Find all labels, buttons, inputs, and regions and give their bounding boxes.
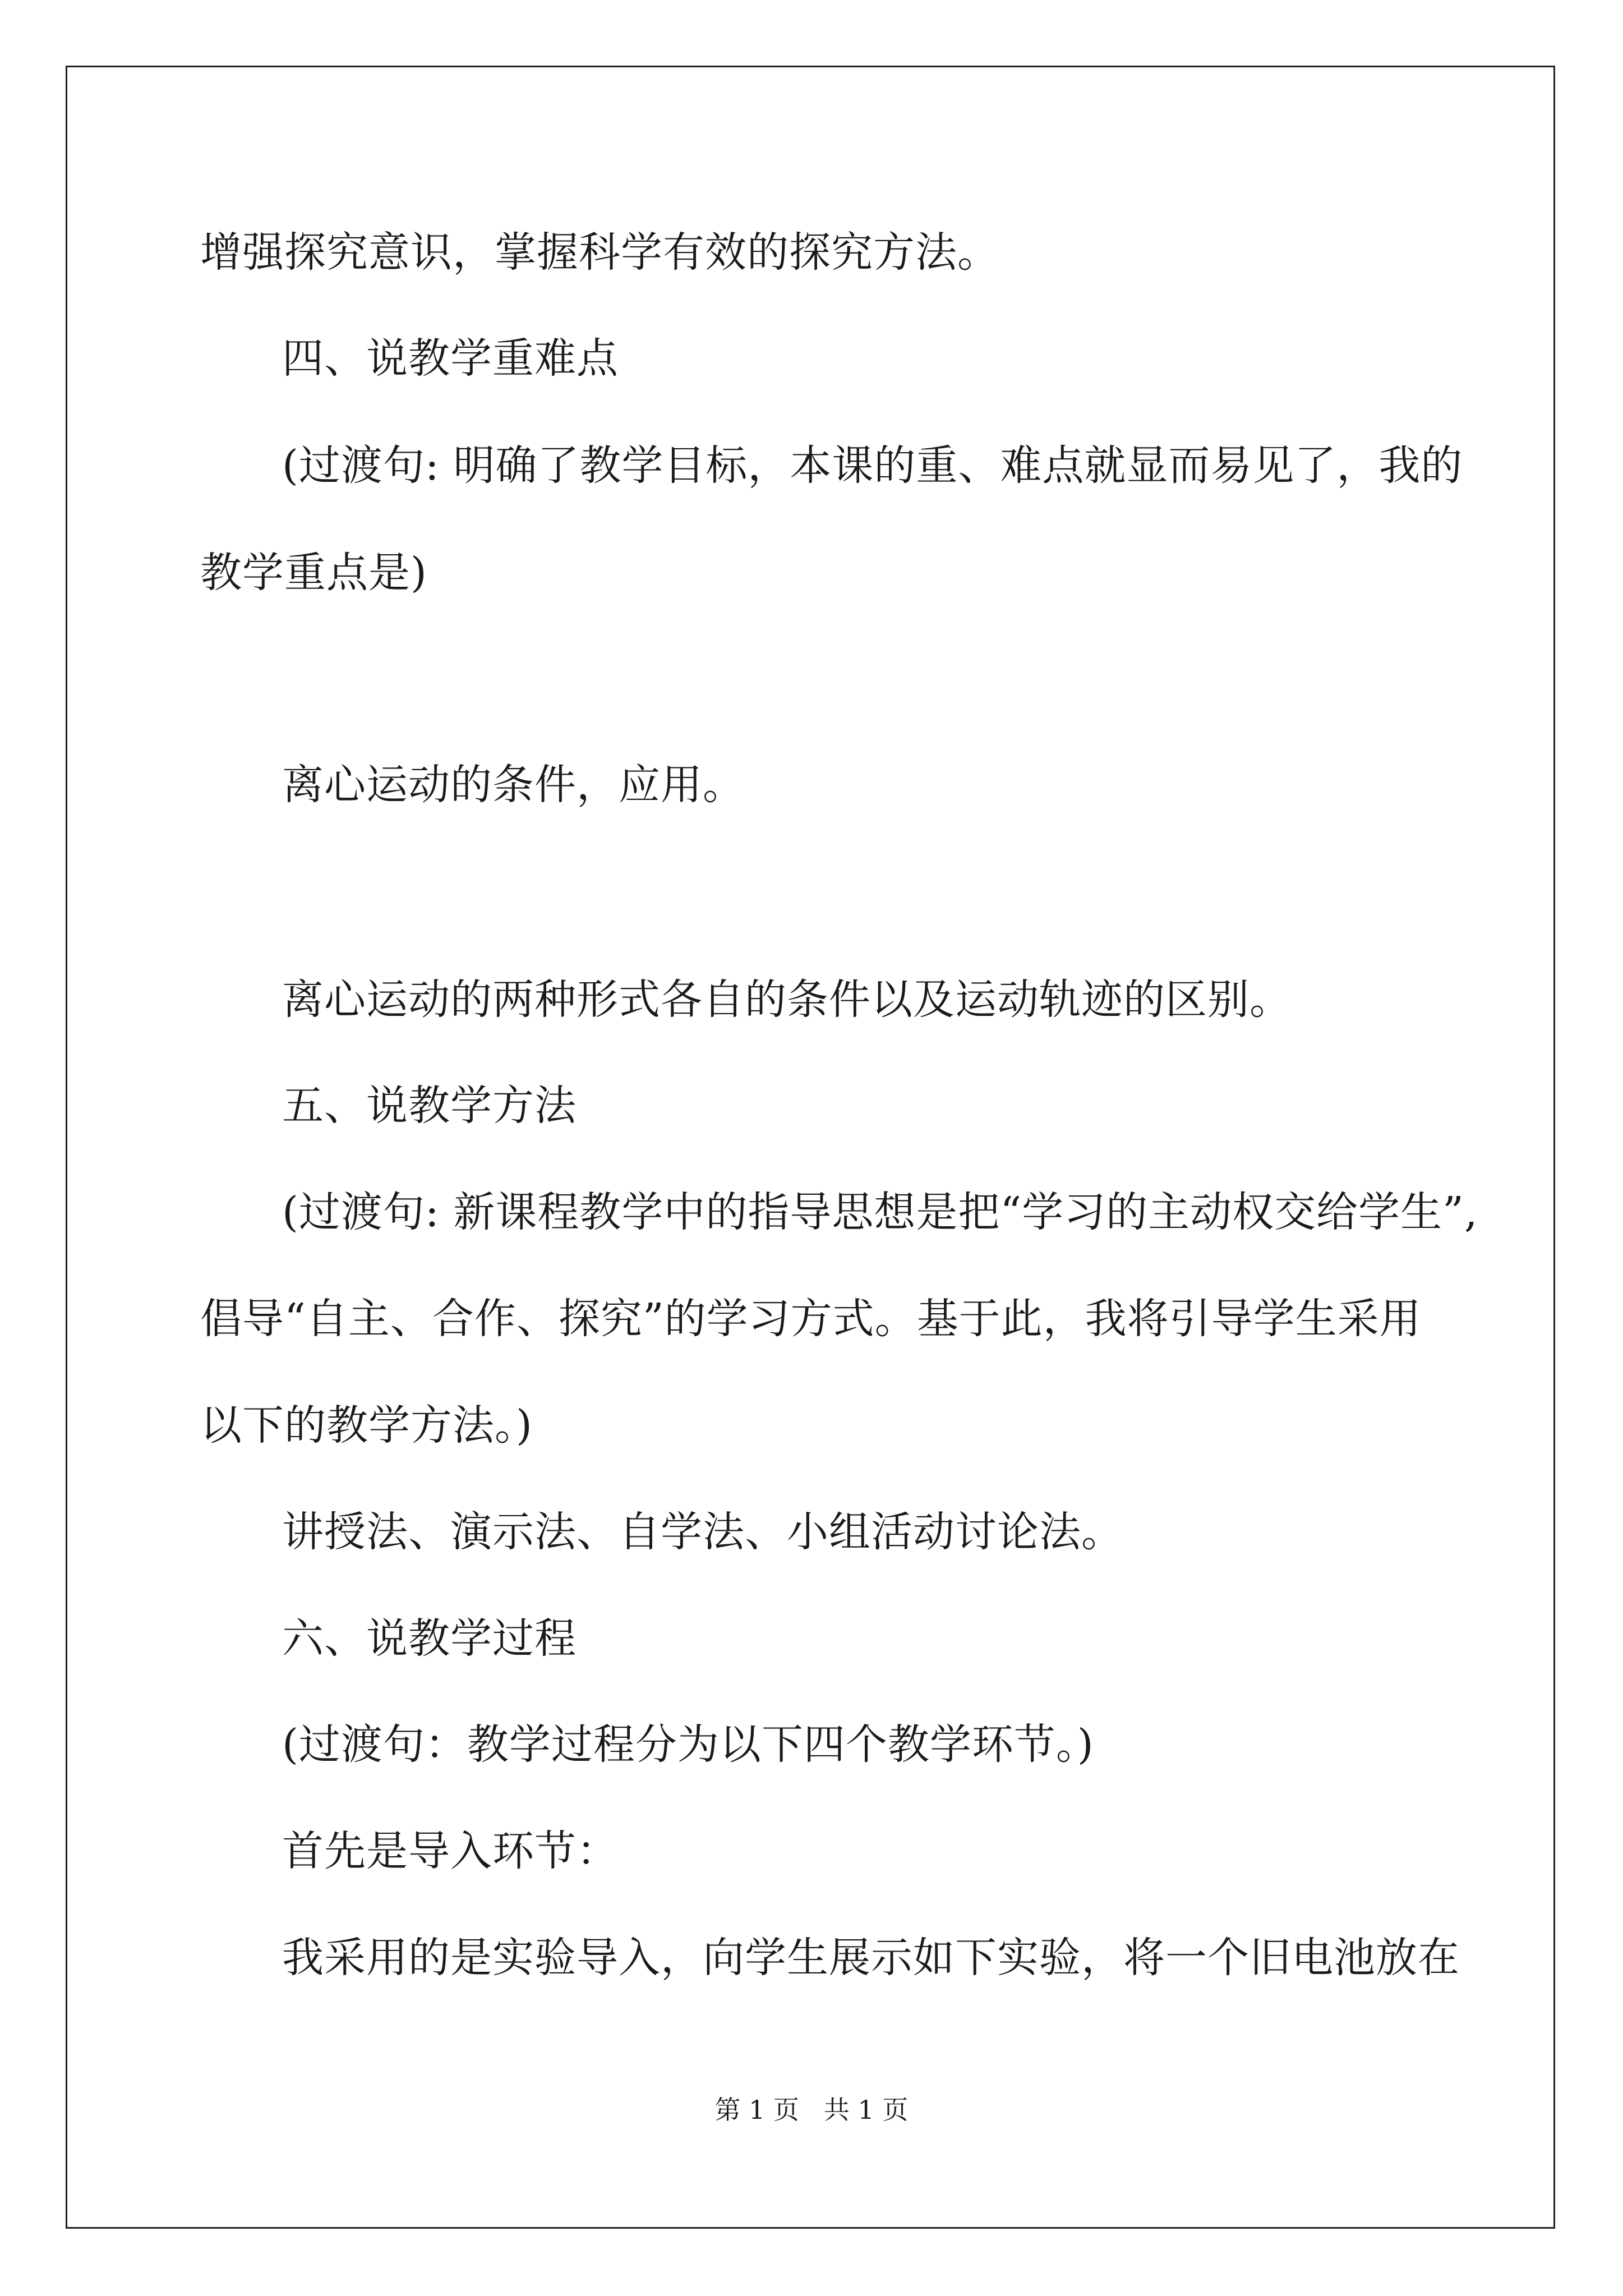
text-line-3: (过渡句: 明确了教学目标，本课的重、难点就显而易见了，我的 [282,441,1463,490]
text-line-13: (过渡句：教学过程分为以下四个教学环节。) [282,1720,1094,1769]
heading-teaching-methods: 五、说教学方法 [282,1082,577,1130]
text-line-6: 离心运动的两种形式各自的条件以及运动轨迹的区别。 [282,976,1292,1024]
text-line-14: 首先是导入环节： [282,1827,619,1875]
heading-key-points: 四、说教学重难点 [282,334,619,383]
text-line-9: 倡导“自主、合作、探究”的学习方式。基于此，我将引导学生采用 [200,1295,1422,1343]
text-line-15: 我采用的是实验导入，向学生展示如下实验，将一个旧电池放在 [282,1934,1460,1982]
text-line-5: 离心运动的条件，应用。 [282,761,745,809]
text-line-11: 讲授法、演示法、自学法、小组活动讨论法。 [282,1508,1123,1556]
page-number-footer: 第 1 页 共 1 页 [714,2095,909,2125]
text-line-1: 增强探究意识，掌握科学有效的探究方法。 [200,228,999,277]
text-line-10: 以下的教学方法。) [200,1401,533,1450]
heading-teaching-process: 六、说教学过程 [282,1614,577,1663]
text-line-4: 教学重点是) [200,549,427,597]
page-border [66,66,1555,2229]
text-line-8: (过渡句: 新课程教学中的指导思想是把“学习的主动权交给学生”, [282,1188,1478,1236]
